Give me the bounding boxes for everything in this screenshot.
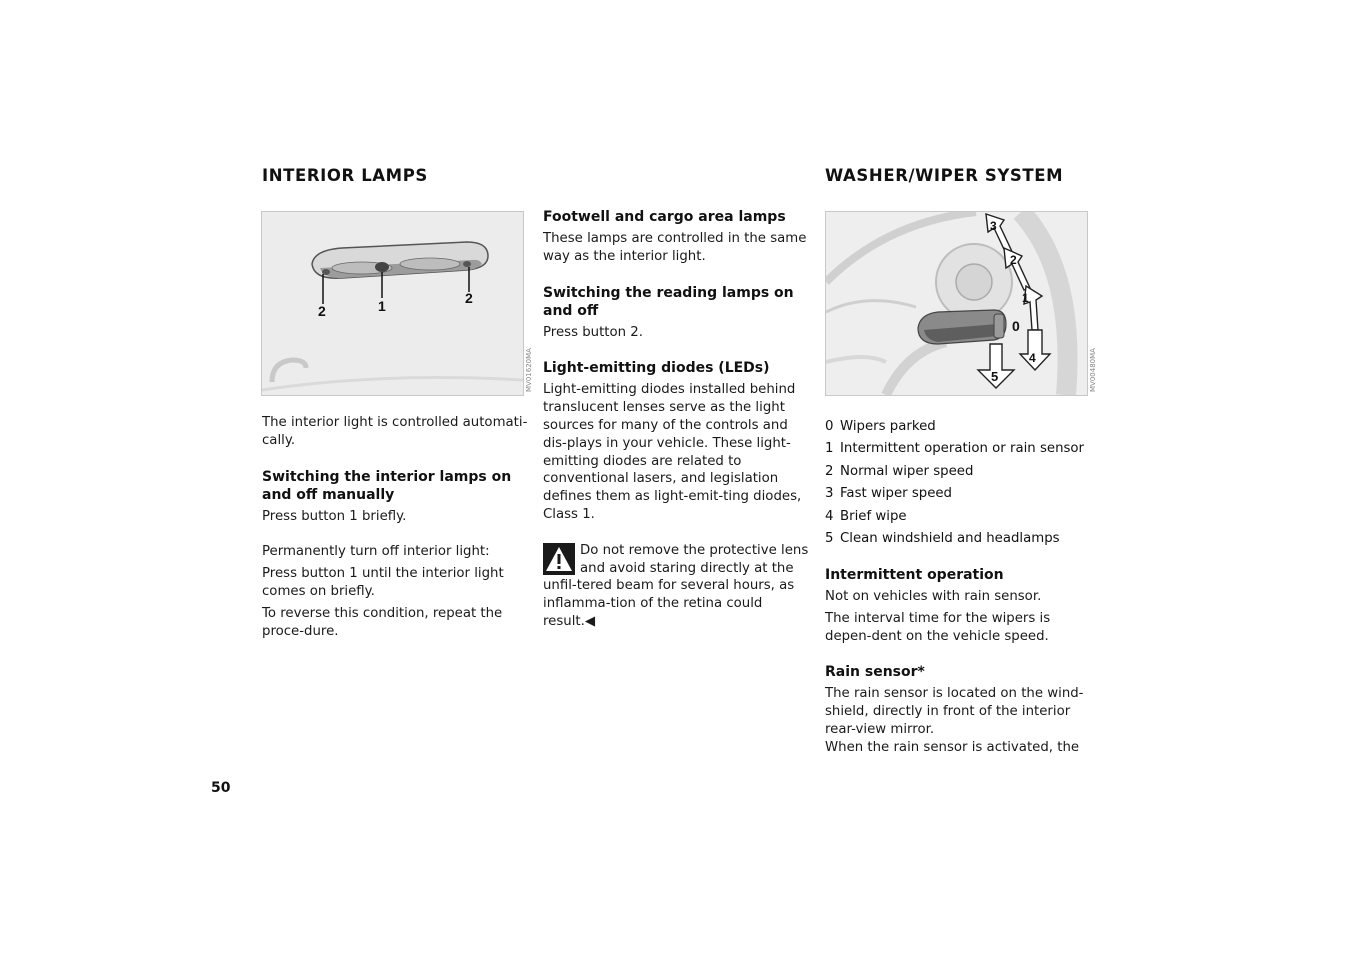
- wiper-positions-list: [825, 418, 1097, 547]
- list-item: 5 Clean windshield and headlamps: [825, 530, 1060, 546]
- figure-label-5: 5: [991, 369, 999, 384]
- interior-lamps-title: INTERIOR LAMPS: [262, 166, 428, 185]
- footwell-text: These lamps are controlled in the same way as the interior light.: [543, 231, 807, 264]
- wiper-figure-code: MV00480MA: [1089, 348, 1097, 392]
- list-item: 0 Wipers parked: [825, 419, 936, 434]
- permanent-label: Permanently turn off interior light:: [262, 544, 490, 560]
- callout-center: 1: [378, 298, 386, 314]
- rain-sensor-text-1: The rain sensor is located on the wind-shield, directly in front of the interior rear-view mirror.: [825, 686, 1084, 737]
- list-item: 1 Intermittent operation or rain sensor: [825, 441, 1085, 457]
- page-number: 50: [211, 780, 231, 796]
- rain-sensor-text-2: When the rain sensor is activated, the: [825, 739, 1080, 755]
- warning-text: Do not remove the protective lens and avoid staring directly at the unfil-tered beam for several hours, as inflamma-tion of the retina could result.◀: [543, 542, 809, 629]
- reading-text: Press button 2.: [543, 324, 643, 340]
- interior-lamps-column: [262, 414, 532, 640]
- permanent-text: Press button 1 until the interior light comes on briefly.: [262, 566, 504, 599]
- list-item: 4 Brief wipe: [825, 508, 907, 524]
- washer-wiper-column: [825, 418, 1097, 757]
- figure-label-2: 2: [1010, 253, 1017, 267]
- end-mark-icon: ◀: [584, 613, 596, 629]
- figure-label-0: 0: [1012, 318, 1020, 334]
- intermittent-text-1: Not on vehicles with rain sensor.: [825, 588, 1042, 604]
- intermittent-text-2: The interval time for the wipers is depen-dent on the vehicle speed.: [825, 610, 1051, 644]
- interior-figure-code: MV01620MA: [525, 348, 533, 392]
- callout-left: 2: [318, 303, 326, 319]
- rain-sensor-heading: Rain sensor*: [825, 664, 925, 681]
- interior-lamp-figure: [261, 211, 524, 396]
- figure-label-4: 4: [1029, 351, 1036, 365]
- warning-block: [543, 542, 815, 631]
- list-item: 2 Normal wiper speed: [825, 463, 974, 479]
- washer-wiper-title: WASHER/WIPER SYSTEM: [825, 166, 1064, 185]
- interior-lamp-illustration: [262, 212, 523, 395]
- wiper-lever-illustration: [826, 212, 1087, 395]
- middle-column: [543, 208, 815, 631]
- reverse-text: To reverse this condition, repeat the proce-dure.: [262, 605, 503, 639]
- footwell-heading: Footwell and cargo area lamps: [543, 209, 786, 225]
- interior-intro: The interior light is controlled automati-cally.: [262, 415, 528, 448]
- wiper-lever-figure: [825, 211, 1088, 396]
- list-item: 3 Fast wiper speed: [825, 486, 952, 502]
- intermittent-heading: Intermittent operation: [825, 566, 1004, 583]
- callout-right: 2: [465, 290, 473, 306]
- reading-heading: Switching the reading lamps on and off: [543, 284, 794, 319]
- manual-heading: Switching the interior lamps on and off manually: [262, 468, 512, 503]
- figure-label-3: 3: [990, 219, 997, 233]
- figure-label-1: 1: [1022, 291, 1029, 305]
- led-heading: Light-emitting diodes (LEDs): [543, 360, 770, 377]
- led-text: Light-emitting diodes installed behind translucent lenses serve as the light sources for many of the controls and dis-plays in your vehicle. These light-emitting diodes are related to conventional lasers, and legislation defines them as light-emit-ting diodes, Class 1.: [543, 382, 802, 522]
- manual-text: Press button 1 briefly.: [262, 508, 407, 524]
- warning-icon: [543, 543, 575, 575]
